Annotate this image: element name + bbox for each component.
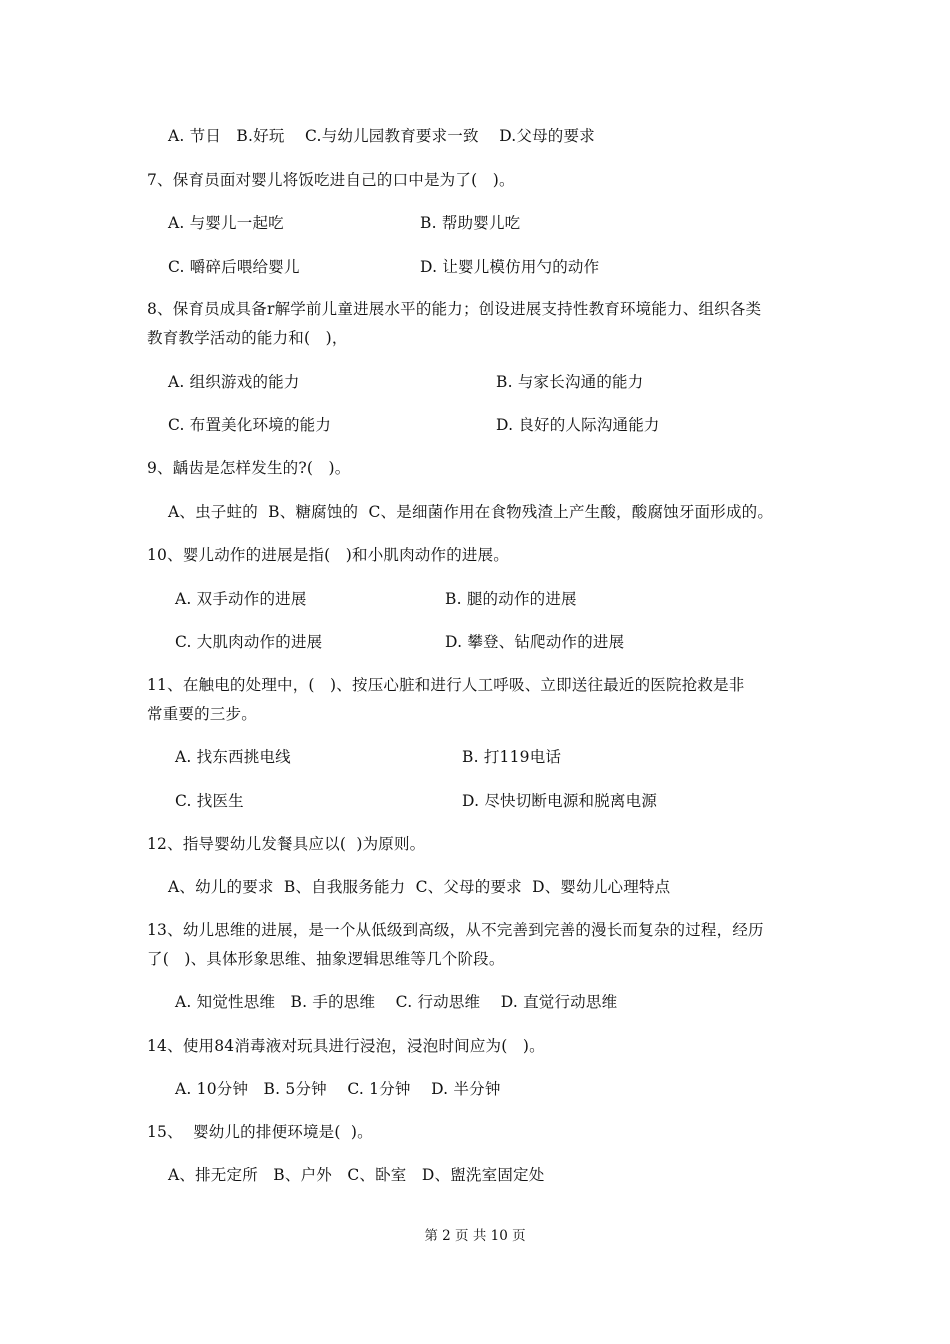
question-8-text-line2: 教育教学活动的能力和( )， (147, 329, 348, 347)
question-12-options: A、幼儿的要求 B、自我服务能力 C、父母的要求 D、婴幼儿心理特点 (168, 878, 671, 896)
question-11-option-a: A. 找东西挑电线 (175, 748, 291, 766)
question-11-option-b: B. 打119电话 (462, 748, 562, 766)
question-8-option-b: B. 与家长沟通的能力 (496, 373, 644, 391)
question-10-option-d: D. 攀登、钻爬动作的进展 (445, 633, 625, 651)
question-15-options: A、排无定所 B、户外 C、卧室 D、盥洗室固定处 (168, 1166, 545, 1184)
question-9-text: 9、龋齿是怎样发生的?( )。 (147, 459, 351, 477)
question-11-option-d: D. 尽快切断电源和脱离电源 (462, 792, 658, 810)
question-14-text: 14、使用84消毒液对玩具进行浸泡，浸泡时间应为( )。 (147, 1037, 545, 1055)
question-11-option-c: C. 找医生 (175, 792, 244, 810)
question-11-text-line2: 常重要的三步。 (147, 705, 257, 723)
question-8-option-c: C. 布置美化环境的能力 (168, 416, 332, 434)
question-11-text-line1: 11、在触电的处理中，( )、按压心脏和进行人工呼吸、立即送往最近的医院抢救是非 (147, 676, 745, 694)
question-8-option-a: A. 组织游戏的能力 (168, 373, 300, 391)
question-13-text-line1: 13、幼儿思维的进展，是一个从低级到高级，从不完善到完善的漫长而复杂的过程，经历 (147, 921, 764, 939)
question-6-options: A. 节日 B.好玩 C.与幼儿园教育要求一致 D.父母的要求 (168, 127, 595, 145)
question-14-options: A. 10分钟 B. 5分钟 C. 1分钟 D. 半分钟 (175, 1080, 501, 1098)
question-7-option-d: D. 让婴儿模仿用勺的动作 (420, 258, 600, 276)
question-10-text: 10、婴儿动作的进展是指( )和小肌肉动作的进展。 (147, 546, 509, 564)
question-13-options: A. 知觉性思维 B. 手的思维 C. 行动思维 D. 直觉行动思维 (175, 993, 618, 1011)
question-10-option-a: A. 双手动作的进展 (175, 590, 307, 608)
question-8-text-line1: 8、保育员成具备r解学前儿童进展水平的能力；创设进展支持性教育环境能力、组织各类 (147, 300, 762, 318)
page-footer: 第 2 页 共 10 页 (424, 1228, 526, 1244)
question-13-text-line2: 了( )、具体形象思维、抽象逻辑思维等几个阶段。 (147, 950, 505, 968)
question-10-option-b: B. 腿的动作的进展 (445, 590, 577, 608)
question-15-text: 15、 婴幼儿的排便环境是( )。 (147, 1123, 373, 1141)
question-7-option-b: B. 帮助婴儿吃 (420, 214, 521, 232)
question-9-options: A、虫子蛀的 B、糖腐蚀的 C、是细菌作用在食物残渣上产生酸，酸腐蚀牙面形成的。 (168, 503, 774, 521)
question-7-option-c: C. 嚼碎后喂给婴儿 (168, 258, 300, 276)
question-7-text: 7、保育员面对婴儿将饭吃进自己的口中是为了( )。 (147, 171, 515, 189)
question-12-text: 12、指导婴幼儿发餐具应以( )为原则。 (147, 835, 426, 853)
question-8-option-d: D. 良好的人际沟通能力 (496, 416, 660, 434)
question-10-option-c: C. 大肌肉动作的进展 (175, 633, 323, 651)
question-7-option-a: A. 与婴儿一起吃 (168, 214, 284, 232)
